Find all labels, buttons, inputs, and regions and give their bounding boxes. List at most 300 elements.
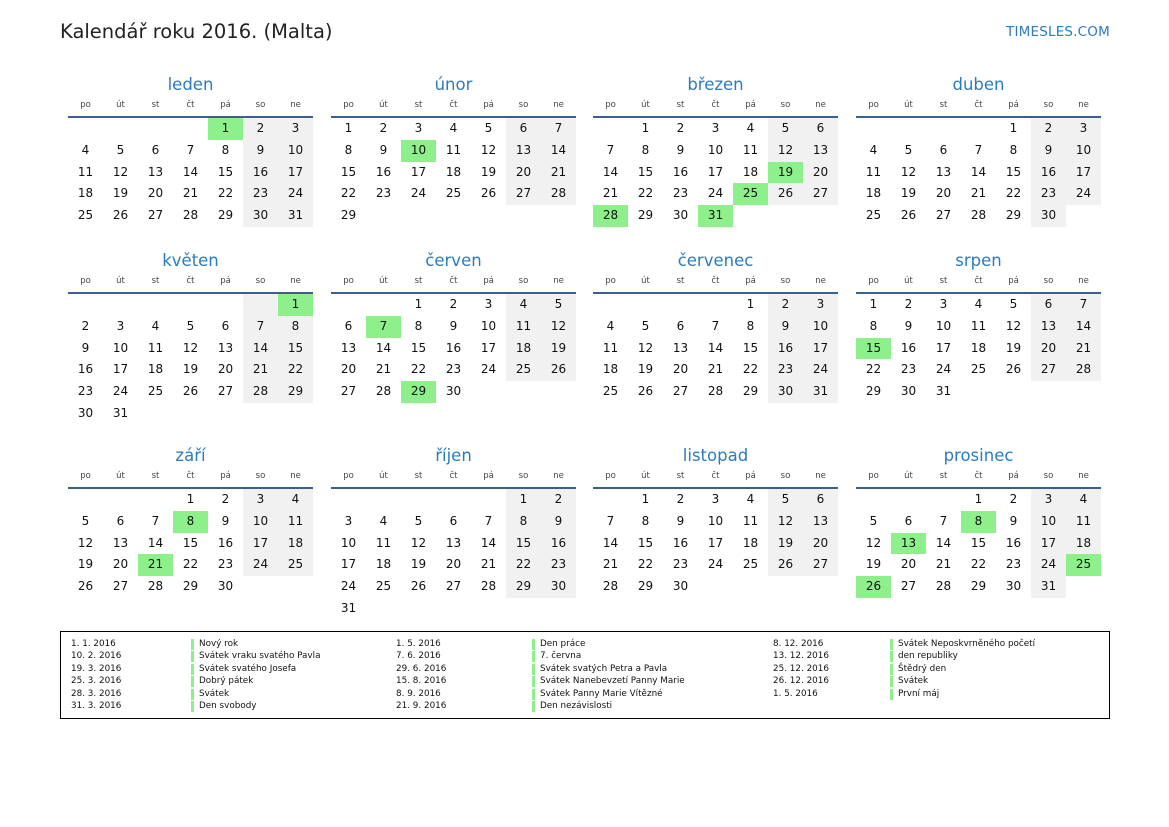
day-cell: 31 bbox=[1031, 576, 1066, 598]
day-cell: 10 bbox=[243, 511, 278, 533]
day-cell: 22 bbox=[637, 557, 654, 572]
holiday-marker bbox=[890, 651, 893, 662]
empty-day-cell bbox=[366, 205, 401, 227]
weekday-label: po bbox=[80, 471, 91, 481]
holiday-date: 15. 8. 2016 bbox=[396, 676, 447, 687]
day-cell: 30 bbox=[1005, 579, 1022, 594]
day-cell: 17 bbox=[410, 164, 427, 179]
day-cell: 10 bbox=[480, 318, 497, 333]
day-cell: 21 bbox=[182, 186, 199, 201]
holiday-day-cell: 13 bbox=[891, 533, 926, 555]
empty-day-cell bbox=[331, 294, 366, 316]
empty-day-cell bbox=[471, 381, 506, 403]
weekday-header bbox=[68, 276, 313, 290]
day-cell: 14 bbox=[970, 164, 987, 179]
empty-day-cell bbox=[103, 294, 138, 316]
empty-day-cell bbox=[593, 118, 628, 140]
day-cell: 12 bbox=[865, 535, 882, 550]
day-cell: 29 bbox=[970, 579, 987, 594]
weekday-label: čt bbox=[711, 100, 720, 110]
weekday-label: so bbox=[518, 276, 529, 286]
day-cell: 31 bbox=[803, 381, 838, 403]
holiday-date: 8. 9. 2016 bbox=[396, 688, 441, 699]
month-3 bbox=[593, 74, 838, 227]
weekday-label: pá bbox=[1008, 100, 1019, 110]
day-cell: 30 bbox=[77, 405, 94, 420]
day-cell: 9 bbox=[676, 513, 685, 528]
day-cell: 1 bbox=[869, 297, 878, 311]
day-cell: 4 bbox=[746, 492, 755, 506]
holiday-name: Svátek svatých Petra a Pavla bbox=[540, 663, 668, 674]
day-cell: 9 bbox=[221, 513, 230, 528]
empty-day-cell bbox=[1066, 205, 1101, 227]
holiday-date: 1. 5. 2016 bbox=[396, 639, 441, 649]
day-cell: 2 bbox=[541, 489, 576, 511]
day-grid bbox=[593, 118, 838, 227]
day-cell: 26 bbox=[182, 384, 199, 399]
day-cell: 12 bbox=[541, 316, 576, 338]
day-cell: 23 bbox=[77, 384, 94, 399]
day-cell: 9 bbox=[541, 511, 576, 533]
day-cell: 27 bbox=[935, 208, 952, 223]
day-grid bbox=[68, 294, 313, 425]
empty-day-cell bbox=[331, 489, 366, 511]
weekday-header bbox=[856, 100, 1101, 114]
month-6 bbox=[331, 250, 576, 403]
month-5 bbox=[68, 250, 313, 425]
holiday-day-cell: 25 bbox=[733, 183, 768, 205]
day-grid bbox=[593, 294, 838, 403]
day-cell: 1 bbox=[186, 492, 195, 506]
day-cell: 23 bbox=[1031, 183, 1066, 205]
day-cell: 9 bbox=[768, 316, 803, 338]
day-cell: 8 bbox=[869, 318, 878, 333]
month-12 bbox=[856, 445, 1101, 598]
day-cell: 19 bbox=[112, 186, 129, 201]
day-cell: 11 bbox=[742, 513, 759, 528]
day-cell: 11 bbox=[602, 340, 619, 355]
day-cell: 16 bbox=[77, 362, 94, 377]
empty-day-cell bbox=[961, 381, 996, 403]
day-cell: 15 bbox=[410, 340, 427, 355]
weekday-label: ne bbox=[553, 471, 564, 481]
day-cell: 12 bbox=[77, 535, 94, 550]
weekday-header bbox=[856, 471, 1101, 485]
empty-day-cell bbox=[803, 205, 838, 227]
day-cell: 15 bbox=[742, 340, 759, 355]
holiday-name: den republiky bbox=[898, 651, 958, 662]
day-cell: 14 bbox=[375, 340, 392, 355]
holiday-day-cell: 25 bbox=[1066, 554, 1101, 576]
day-cell: 25 bbox=[278, 554, 313, 576]
day-cell: 27 bbox=[112, 579, 129, 594]
day-cell: 8 bbox=[641, 142, 650, 157]
day-cell: 27 bbox=[506, 183, 541, 205]
day-cell: 12 bbox=[182, 340, 199, 355]
empty-day-cell bbox=[401, 598, 436, 620]
weekday-label: st bbox=[939, 276, 948, 286]
holiday-marker bbox=[532, 676, 535, 687]
weekday-label: po bbox=[868, 276, 879, 286]
empty-day-cell bbox=[68, 118, 103, 140]
day-cell: 19 bbox=[410, 557, 427, 572]
weekday-label: ne bbox=[290, 276, 301, 286]
weekday-label: so bbox=[518, 100, 529, 110]
weekday-label: út bbox=[641, 471, 650, 481]
day-cell: 6 bbox=[344, 318, 353, 333]
day-grid bbox=[856, 118, 1101, 227]
month-2 bbox=[331, 74, 576, 227]
day-cell: 8 bbox=[641, 513, 650, 528]
day-cell: 4 bbox=[746, 121, 755, 135]
holiday-date: 26. 12. 2016 bbox=[773, 676, 829, 687]
holiday-name: Svátek vraku svatého Pavla bbox=[199, 651, 321, 662]
day-cell: 22 bbox=[340, 186, 357, 201]
holiday-day-cell: 8 bbox=[961, 511, 996, 533]
weekday-label: ne bbox=[553, 100, 564, 110]
weekday-label: čt bbox=[974, 276, 983, 286]
weekday-label: so bbox=[1043, 100, 1054, 110]
day-cell: 4 bbox=[151, 318, 160, 333]
empty-day-cell bbox=[173, 403, 208, 425]
holiday-date: 8. 12. 2016 bbox=[773, 639, 824, 649]
weekday-label: út bbox=[379, 276, 388, 286]
day-cell: 25 bbox=[147, 384, 164, 399]
day-cell: 9 bbox=[904, 318, 913, 333]
day-cell: 13 bbox=[1031, 316, 1066, 338]
weekday-label: po bbox=[605, 471, 616, 481]
empty-day-cell bbox=[628, 294, 663, 316]
day-cell: 16 bbox=[768, 338, 803, 360]
day-grid bbox=[856, 489, 1101, 598]
holiday-day-cell: 31 bbox=[698, 205, 733, 227]
day-cell: 30 bbox=[900, 384, 917, 399]
day-cell: 7 bbox=[151, 513, 160, 528]
day-cell: 1 bbox=[414, 297, 423, 311]
empty-day-cell bbox=[506, 381, 541, 403]
empty-day-cell bbox=[698, 294, 733, 316]
day-cell: 2 bbox=[243, 118, 278, 140]
day-cell: 22 bbox=[410, 362, 427, 377]
empty-day-cell bbox=[68, 489, 103, 511]
holiday-day-cell: 8 bbox=[173, 511, 208, 533]
day-cell: 3 bbox=[278, 118, 313, 140]
empty-day-cell bbox=[366, 294, 401, 316]
day-cell: 29 bbox=[278, 381, 313, 403]
day-cell: 7 bbox=[606, 513, 615, 528]
holiday-marker bbox=[191, 664, 194, 675]
day-cell: 13 bbox=[803, 140, 838, 162]
weekday-label: so bbox=[780, 100, 791, 110]
holiday-date: 13. 12. 2016 bbox=[773, 651, 829, 662]
day-cell: 6 bbox=[803, 489, 838, 511]
day-cell: 12 bbox=[637, 340, 654, 355]
day-cell: 14 bbox=[480, 535, 497, 550]
weekday-label: po bbox=[605, 276, 616, 286]
day-cell: 17 bbox=[707, 535, 724, 550]
holiday-name: Svátek svatého Josefa bbox=[199, 663, 297, 674]
weekday-label: čt bbox=[186, 276, 195, 286]
day-cell: 1 bbox=[641, 121, 650, 135]
day-cell: 5 bbox=[186, 318, 195, 333]
day-cell: 16 bbox=[1005, 535, 1022, 550]
day-cell: 2 bbox=[1031, 118, 1066, 140]
month-name: březen bbox=[687, 75, 744, 94]
weekday-label: út bbox=[904, 276, 913, 286]
holiday-name: Svátek Panny Marie Vítězné bbox=[540, 688, 663, 699]
day-cell: 8 bbox=[1009, 142, 1018, 157]
day-cell: 25 bbox=[506, 359, 541, 381]
day-cell: 15 bbox=[1005, 164, 1022, 179]
day-cell: 6 bbox=[506, 118, 541, 140]
empty-day-cell bbox=[768, 205, 803, 227]
day-cell: 3 bbox=[1031, 489, 1066, 511]
day-cell: 10 bbox=[112, 340, 129, 355]
day-cell: 5 bbox=[869, 513, 878, 528]
day-cell: 18 bbox=[278, 533, 313, 555]
day-cell: 20 bbox=[803, 162, 838, 184]
holiday-marker bbox=[890, 664, 893, 675]
day-cell: 19 bbox=[541, 338, 576, 360]
empty-day-cell bbox=[506, 205, 541, 227]
day-cell: 31 bbox=[112, 405, 129, 420]
empty-day-cell bbox=[68, 294, 103, 316]
day-cell: 11 bbox=[77, 164, 94, 179]
day-cell: 24 bbox=[707, 186, 724, 201]
day-cell: 30 bbox=[768, 381, 803, 403]
holiday-marker bbox=[191, 676, 194, 687]
holiday-marker bbox=[532, 639, 535, 650]
holiday-date: 29. 6. 2016 bbox=[396, 663, 447, 674]
day-cell: 4 bbox=[1066, 489, 1101, 511]
holiday-marker bbox=[532, 689, 535, 700]
day-cell: 24 bbox=[243, 554, 278, 576]
holiday-name: První máj bbox=[898, 688, 940, 699]
weekday-label: ne bbox=[815, 100, 826, 110]
day-cell: 15 bbox=[217, 164, 234, 179]
weekday-label: pá bbox=[483, 471, 494, 481]
day-cell: 12 bbox=[480, 142, 497, 157]
weekday-label: st bbox=[414, 471, 423, 481]
day-cell: 7 bbox=[974, 142, 983, 157]
weekday-label: po bbox=[868, 471, 879, 481]
day-cell: 28 bbox=[375, 384, 392, 399]
day-cell: 2 bbox=[449, 297, 458, 311]
weekday-label: st bbox=[676, 471, 685, 481]
empty-day-cell bbox=[541, 381, 576, 403]
day-cell: 15 bbox=[637, 164, 654, 179]
day-cell: 5 bbox=[641, 318, 650, 333]
day-cell: 23 bbox=[672, 557, 689, 572]
day-cell: 23 bbox=[375, 186, 392, 201]
weekday-label: po bbox=[343, 276, 354, 286]
holiday-marker bbox=[191, 651, 194, 662]
day-cell: 6 bbox=[116, 513, 125, 528]
holiday-day-cell: 1 bbox=[208, 118, 243, 140]
weekday-label: pá bbox=[745, 276, 756, 286]
day-cell: 24 bbox=[707, 557, 724, 572]
month-name: říjen bbox=[435, 446, 472, 465]
weekday-label: út bbox=[904, 100, 913, 110]
empty-day-cell bbox=[471, 598, 506, 620]
site-link[interactable]: TIMESLES.COM bbox=[1006, 24, 1110, 40]
weekday-label: čt bbox=[711, 471, 720, 481]
day-cell: 17 bbox=[935, 340, 952, 355]
day-cell: 15 bbox=[182, 535, 199, 550]
day-cell: 17 bbox=[340, 557, 357, 572]
empty-day-cell bbox=[1066, 381, 1101, 403]
day-cell: 21 bbox=[1066, 338, 1101, 360]
day-cell: 31 bbox=[340, 600, 357, 615]
day-cell: 1 bbox=[641, 492, 650, 506]
day-cell: 20 bbox=[147, 186, 164, 201]
day-cell: 3 bbox=[344, 513, 353, 528]
day-cell: 24 bbox=[340, 579, 357, 594]
day-cell: 20 bbox=[935, 186, 952, 201]
holiday-day-cell: 7 bbox=[366, 316, 401, 338]
month-name: srpen bbox=[955, 251, 1002, 270]
day-cell: 26 bbox=[480, 186, 497, 201]
day-cell: 17 bbox=[1066, 162, 1101, 184]
weekday-label: pá bbox=[745, 100, 756, 110]
day-cell: 24 bbox=[410, 186, 427, 201]
day-cell: 24 bbox=[1031, 554, 1066, 576]
day-cell: 13 bbox=[217, 340, 234, 355]
day-cell: 30 bbox=[672, 208, 689, 223]
day-cell: 6 bbox=[676, 318, 685, 333]
day-cell: 8 bbox=[506, 511, 541, 533]
day-cell: 7 bbox=[711, 318, 720, 333]
day-cell: 26 bbox=[637, 384, 654, 399]
day-cell: 29 bbox=[182, 579, 199, 594]
day-cell: 3 bbox=[414, 121, 423, 135]
day-cell: 21 bbox=[243, 359, 278, 381]
weekday-label: pá bbox=[1008, 471, 1019, 481]
day-cell: 23 bbox=[672, 186, 689, 201]
weekday-label: st bbox=[939, 471, 948, 481]
weekday-label: po bbox=[343, 471, 354, 481]
day-cell: 18 bbox=[77, 186, 94, 201]
holiday-marker bbox=[191, 689, 194, 700]
day-cell: 1 bbox=[506, 489, 541, 511]
day-cell: 6 bbox=[1031, 294, 1066, 316]
day-cell: 17 bbox=[243, 533, 278, 555]
weekday-label: so bbox=[780, 276, 791, 286]
day-cell: 10 bbox=[1031, 511, 1066, 533]
day-cell: 11 bbox=[506, 316, 541, 338]
day-cell: 8 bbox=[746, 318, 755, 333]
weekday-header bbox=[856, 276, 1101, 290]
day-cell: 20 bbox=[340, 362, 357, 377]
day-cell: 13 bbox=[672, 340, 689, 355]
day-cell: 10 bbox=[803, 316, 838, 338]
empty-day-cell bbox=[961, 118, 996, 140]
day-cell: 2 bbox=[676, 121, 685, 135]
day-cell: 19 bbox=[480, 164, 497, 179]
day-cell: 21 bbox=[707, 362, 724, 377]
weekday-label: út bbox=[904, 471, 913, 481]
day-cell: 14 bbox=[182, 164, 199, 179]
day-cell: 3 bbox=[711, 121, 720, 135]
day-cell: 7 bbox=[186, 142, 195, 157]
day-cell: 29 bbox=[637, 579, 654, 594]
empty-day-cell bbox=[173, 118, 208, 140]
empty-day-cell bbox=[366, 598, 401, 620]
day-cell: 29 bbox=[217, 208, 234, 223]
day-cell: 1 bbox=[974, 492, 983, 506]
empty-day-cell bbox=[541, 205, 576, 227]
day-cell: 9 bbox=[379, 142, 388, 157]
day-cell: 18 bbox=[742, 164, 759, 179]
day-cell: 27 bbox=[217, 384, 234, 399]
weekday-label: st bbox=[414, 276, 423, 286]
empty-day-cell bbox=[926, 118, 961, 140]
day-cell: 27 bbox=[1031, 359, 1066, 381]
holiday-marker bbox=[532, 701, 535, 712]
day-cell: 17 bbox=[1031, 533, 1066, 555]
day-cell: 6 bbox=[151, 142, 160, 157]
day-cell: 23 bbox=[1005, 557, 1022, 572]
day-grid bbox=[331, 118, 576, 227]
holiday-name: Nový rok bbox=[199, 639, 239, 649]
holiday-day-cell: 29 bbox=[401, 381, 436, 403]
day-cell: 1 bbox=[746, 297, 755, 311]
holiday-name: Den nezávislosti bbox=[540, 700, 613, 711]
day-cell: 7 bbox=[606, 142, 615, 157]
weekday-label: so bbox=[518, 471, 529, 481]
day-cell: 14 bbox=[707, 340, 724, 355]
day-cell: 30 bbox=[445, 384, 462, 399]
day-cell: 21 bbox=[541, 162, 576, 184]
day-cell: 14 bbox=[243, 338, 278, 360]
weekday-label: čt bbox=[449, 100, 458, 110]
day-cell: 27 bbox=[340, 384, 357, 399]
day-cell: 28 bbox=[602, 579, 619, 594]
weekday-label: ne bbox=[1078, 100, 1089, 110]
day-cell: 19 bbox=[900, 186, 917, 201]
day-cell: 18 bbox=[602, 362, 619, 377]
day-cell: 16 bbox=[900, 340, 917, 355]
day-cell: 16 bbox=[217, 535, 234, 550]
day-cell: 4 bbox=[869, 142, 878, 157]
weekday-label: st bbox=[151, 276, 160, 286]
empty-day-cell bbox=[173, 294, 208, 316]
day-cell: 10 bbox=[707, 142, 724, 157]
day-cell: 12 bbox=[1005, 318, 1022, 333]
weekday-header bbox=[331, 471, 576, 485]
weekday-label: pá bbox=[220, 276, 231, 286]
day-cell: 11 bbox=[278, 511, 313, 533]
day-cell: 22 bbox=[970, 557, 987, 572]
day-cell: 22 bbox=[217, 186, 234, 201]
empty-day-cell bbox=[891, 489, 926, 511]
day-cell: 4 bbox=[606, 318, 615, 333]
weekday-label: so bbox=[255, 471, 266, 481]
day-cell: 25 bbox=[375, 579, 392, 594]
day-cell: 8 bbox=[221, 142, 230, 157]
empty-day-cell bbox=[208, 403, 243, 425]
weekday-label: čt bbox=[186, 100, 195, 110]
holiday-marker bbox=[890, 639, 893, 650]
day-cell: 22 bbox=[865, 362, 882, 377]
day-cell: 9 bbox=[1031, 140, 1066, 162]
day-cell: 28 bbox=[147, 579, 164, 594]
weekday-header bbox=[593, 276, 838, 290]
day-cell: 25 bbox=[77, 208, 94, 223]
weekday-label: čt bbox=[974, 100, 983, 110]
day-cell: 11 bbox=[147, 340, 164, 355]
month-name: červen bbox=[425, 251, 482, 270]
